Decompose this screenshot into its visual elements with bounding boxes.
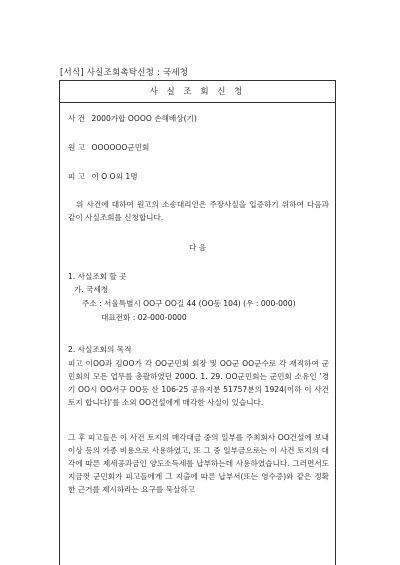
plaintiff-row [68,141,149,154]
section2-paragraph-1: 피고 이OO과 김OO가 각 OO군민회 회장 및 OO군 OO군수로 각 재직하여 군민회의 모든 업무를 총괄하였던 200O. 1. 29. OO군민회는 군민회 소유인 '경기 OO시 OO서구 OO동 산 106-25 공유지분 51757분의 1924(이하 이 사건 토지 합니다)'를 소외 OO건설에게 매각한 사실이 있습니다. [68,359,329,407]
section1-title: 1. 사실조회 할 곳 [68,272,127,281]
defendant-row [68,170,138,183]
document-frame [59,80,336,565]
section-heading: 다 음 [188,243,207,252]
document-title: 사 실 조 회 신 청 [60,81,335,103]
defendant-value: 이 O O외 1명 [91,172,138,181]
defendant-label: 피 고 [68,172,86,181]
section1-sub: 가. 국세청 [74,285,109,294]
case-row [68,112,197,125]
section2-paragraph-2: 그 후 피고들은 이 사건 토지의 매각대금 중의 일부를 주최회사 OO건설에 보내이상 등의 가종 비용으로 사용하였고, 또 그 중 일부금으로는 이 사건 토지의 대각에 따른 제세공과금인 양도소득세를 납부하는데 사용하였습니다. 그러면서도 지금껏 군민회가 피고들에게 그 지출에 따른 납부서(또는 영수증)와 같은 정확한 근거를 제시하라는 요구를 묵살하고 [68,433,329,494]
plaintiff-label: 원 고 [68,143,86,152]
section2-title: 2. 사실조회의 목적 [68,345,132,354]
intro-paragraph: 위 사건에 대하여 원고의 소송대리인은 주장사실을 입증하기 위하여 다음과 같이 사실조회를 신청합니다. [68,200,329,222]
section1-phone: 대표전화 : 02-000-0000 [101,313,187,322]
plaintiff-value: OOOOOO군민회 [91,143,150,152]
case-label: 사 건 [68,114,86,123]
case-value: 2000가합 OOOO 손해배상(기) [91,114,197,123]
section1-address: 주소 : 서울특별시 OO구 OO길 44 (OO동 104) (우 : 000-000) [82,299,296,308]
form-caption: [서식] 사실조회촉탁신청 : 국세청 [60,68,189,78]
